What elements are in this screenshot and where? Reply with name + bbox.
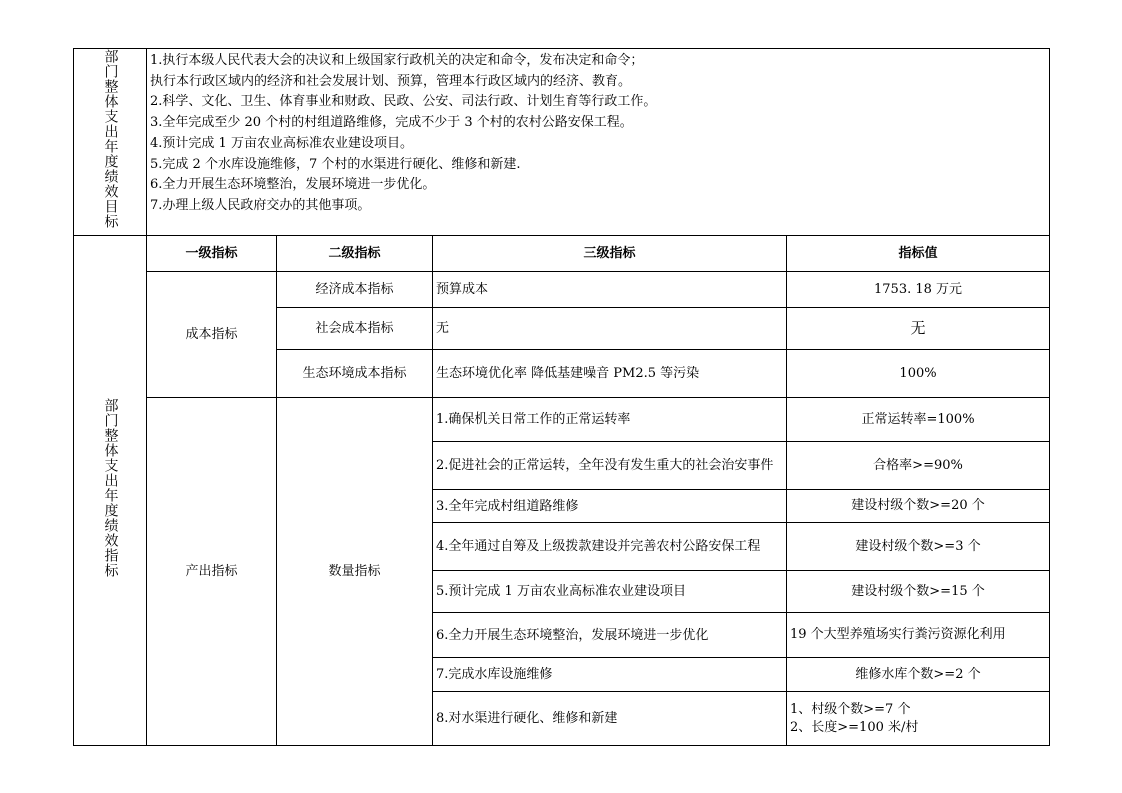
indicators-label: 部门整体支出年度绩效指标 (102, 397, 119, 578)
level3-cell: 7.完成水库设施维修 (433, 658, 787, 692)
value-line: 建设村级个数>=20 个 (851, 498, 985, 513)
value-cell (787, 571, 1050, 613)
goal-line: 4.预计完成 1 万亩农业高标准农业建设项目。 (150, 135, 413, 151)
output-level1-cell: 产出指标 (147, 398, 277, 746)
value-cell (787, 523, 1050, 571)
output-level2-cell: 数量指标 (277, 398, 433, 746)
header-level3: 三级指标 (433, 236, 787, 272)
header-value: 指标值 (787, 236, 1050, 272)
level3-cell: 8.对水渠进行硬化、维修和新建 (433, 692, 787, 746)
level2-cell: 经济成本指标 (277, 272, 433, 308)
value-cell (787, 442, 1050, 490)
indicator-header-row (74, 236, 1050, 272)
table-row (74, 272, 1050, 308)
performance-table (73, 48, 1050, 746)
cost-level1-cell: 成本指标 (147, 272, 277, 398)
table-row (74, 398, 1050, 442)
value-cell (787, 490, 1050, 523)
value-line: 合格率>=90% (873, 457, 963, 473)
value-cell: 无 (787, 308, 1050, 350)
value-line: 正常运转率=100% (861, 411, 975, 427)
indicators-side-cell (74, 236, 147, 746)
level3-cell: 3.全年完成村组道路维修 (433, 490, 787, 523)
goal-line: 执行本行政区域内的经济和社会发展计划、预算，管理本行政区域内的经济、教育。 (150, 73, 632, 89)
value-line: 建设村级个数>=3 个 (855, 538, 981, 554)
header-level1: 一级指标 (147, 236, 277, 272)
level3-cell: 6.全力开展生态环境整治，发展环境进一步优化 (433, 613, 787, 658)
level3-cell: 1.确保机关日常工作的正常运转率 (433, 398, 787, 442)
annual-goal-content (147, 49, 1050, 236)
goal-line: 6.全力开展生态环境整治，发展环境进一步优化。 (150, 177, 436, 193)
annual-goal-label: 部门整体支出年度绩效目标 (102, 49, 119, 229)
value-line: 1、村级个数>=7 个 (790, 701, 911, 717)
goal-line: 2.科学、文化、卫生、体育事业和财政、民政、公安、司法行政、计划生育等行政工作。 (150, 94, 657, 110)
annual-goal-side-cell (74, 49, 147, 236)
level3-cell: 4.全年通过自筹及上级拨款建设并完善农村公路安保工程 (433, 523, 787, 571)
level2-cell: 社会成本指标 (277, 308, 433, 350)
value-line: 2、长度>=100 米/村 (790, 719, 919, 735)
annual-goal-row (74, 49, 1050, 236)
value-cell (787, 613, 1050, 658)
value-cell (787, 658, 1050, 692)
value-line: 建设村级个数>=15 个 (851, 583, 985, 599)
level3-cell: 5.预计完成 1 万亩农业高标准农业建设项目 (433, 571, 787, 613)
value-line: 19 个大型养殖场实行粪污资源化利用 (790, 627, 1006, 642)
level3-cell: 预算成本 (433, 272, 787, 308)
goal-line: 3.全年完成至少 20 个村的村组道路维修，完成不少于 3 个村的农村公路安保工程。 (150, 115, 633, 131)
value-line: 维修水库个数>=2 个 (855, 666, 981, 682)
value-cell (787, 398, 1050, 442)
goal-line: 1.执行本级人民代表大会的决议和上级国家行政机关的决定和命令，发布决定和命令； (150, 53, 644, 68)
value-cell (787, 692, 1050, 746)
level2-cell: 生态环境成本指标 (277, 350, 433, 398)
value-cell: 100% (787, 350, 1050, 398)
goal-line: 7.办理上级人民政府交办的其他事项。 (150, 197, 371, 213)
header-level2: 二级指标 (277, 236, 433, 272)
level3-cell: 生态环境优化率 降低基建噪音 PM2.5 等污染 (433, 350, 787, 398)
level3-cell: 2.促进社会的正常运转，全年没有发生重大的社会治安事件 (433, 442, 787, 490)
goal-line: 5.完成 2 个水库设施维修，7 个村的水渠进行硬化、维修和新建. (150, 156, 521, 172)
value-cell: 1753. 18 万元 (787, 272, 1050, 308)
level3-cell: 无 (433, 308, 787, 350)
